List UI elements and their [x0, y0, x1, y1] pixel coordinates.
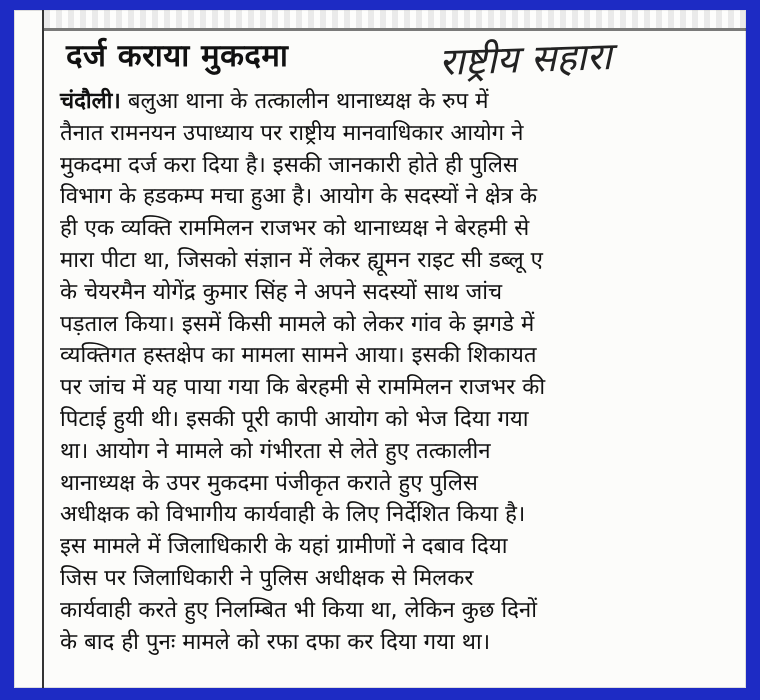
article-line-text: बलुआ थाना के तत्कालीन थानाध्यक्ष के रुप में — [127, 88, 489, 114]
article-line: इस मामले में जिलाधिकारी के यहां ग्रामीणों ने दबाव दिया — [60, 533, 508, 560]
article-line: के बाद ही पुनः मामले को रफा दफा कर दिया गया था। — [60, 628, 491, 655]
article-line: था। आयोग ने मामले को गंभीरता से लेते हुए तत्कालीन — [60, 437, 491, 464]
newspaper-clipping — [14, 10, 746, 688]
dateline: चंदौली। — [60, 88, 121, 114]
article-line: अधीक्षक को विभागीय कार्यवाही के लिए निर्देशित किया है। — [60, 501, 526, 528]
article-headline: दर्ज कराया मुकदमा — [66, 38, 289, 74]
article-line: व्यक्तिगत हस्तक्षेप का मामला सामने आया। इसकी शिकायत — [60, 342, 537, 369]
article-line: ही एक व्यक्ति राममिलन राजभर को थानाध्यक्ष ने बेरहमी से — [60, 215, 530, 242]
article-line: कार्यवाही करते हुए निलम्बित भी किया था, लेकिन कुछ दिनों — [60, 596, 537, 623]
article-line: थानाध्यक्ष के उपर मुकदमा पंजीकृत कराते हुए पुलिस — [60, 469, 478, 496]
article-line: पिटाई हुयी थी। इसकी पूरी कापी आयोग को भेज दिया गया — [60, 405, 529, 432]
article-body — [60, 86, 740, 658]
article-line: मुकदमा दर्ज करा दिया है। इसकी जानकारी होते ही पुलिस — [60, 151, 518, 178]
article-line: पड़ताल किया। इसमें किसी मामले को लेकर गांव के झगडे में — [60, 310, 535, 337]
article-line: जिस पर जिलाधिकारी ने पुलिस अधीक्षक से मिलकर — [60, 564, 474, 591]
article-line: विभाग के हडकम्प मचा हुआ है। आयोग के सदस्यों ने क्षेत्र के — [60, 183, 538, 210]
clipping-top-edge — [44, 10, 746, 31]
article-line: के चेयरमैन योगेंद्र कुमार सिंह ने अपने सदस्यों साथ जांच — [60, 278, 503, 305]
article-line: मारा पीटा था, जिसको संज्ञान में लेकर ह्यूमन राइट सी डब्लू ए — [60, 246, 543, 273]
article-line: पर जांच में यह पाया गया कि बेरहमी से राममिलन राजभर की — [60, 374, 546, 401]
article-line — [60, 86, 740, 118]
handwritten-source-note: राष्ट्रीय सहारा — [438, 34, 613, 84]
column-rule — [42, 10, 44, 688]
article-line: तैनात रामनयन उपाध्याय पर राष्ट्रीय मानवाधिकार आयोग ने — [60, 119, 524, 146]
